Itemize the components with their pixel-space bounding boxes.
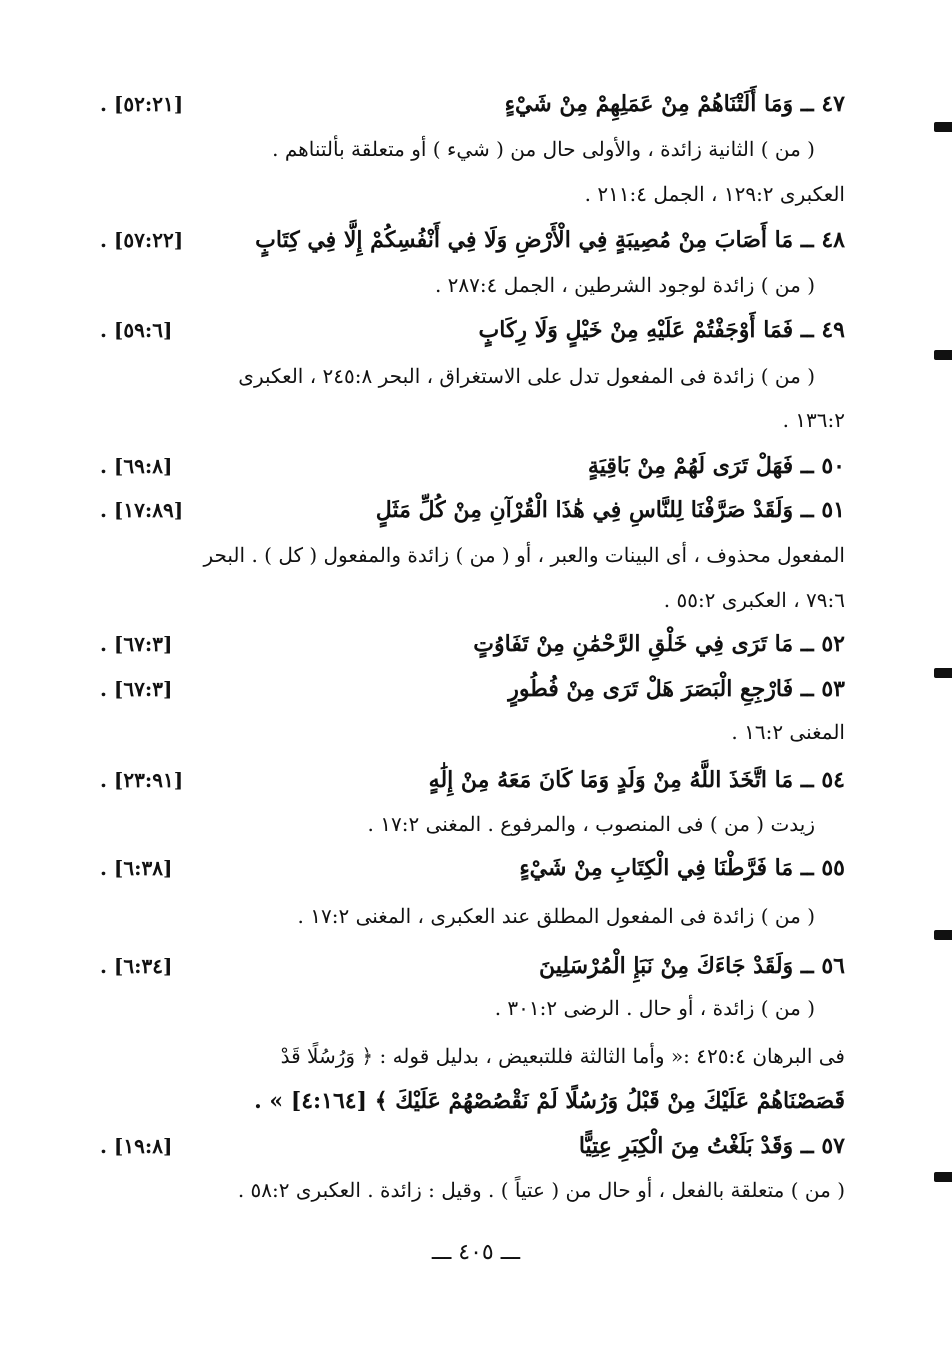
note-text: قَصَصْنَاهُمْ عَلَيْكَ مِنْ قَبْلُ وَرُسُلًا لَمْ نَقْصُصْهُمْ عَلَيْكَ ﴾ [٤:١٦٤] » .: [254, 1088, 845, 1114]
verse-text: ٥٣ ــ فَارْجِعِ الْبَصَرَ هَلْ تَرَى مِنْ فُطُورٍ: [508, 676, 845, 702]
verse-53: [100, 671, 845, 707]
verse-reference: [٦٧:٣] .: [100, 677, 173, 701]
note-line: [100, 267, 845, 303]
note-line: [100, 176, 845, 212]
verse-reference: [٥٩:٦] .: [100, 318, 173, 342]
verse-reference: [٦:٣٨] .: [100, 856, 173, 880]
note-line: [100, 990, 845, 1026]
verse-reference: [١٩:٨] .: [100, 1134, 173, 1158]
verse-reference: [٥٧:٢٢] .: [100, 228, 184, 252]
verse-text: ٥٢ ــ مَا تَرَى فِي خَلْقِ الرَّحْمَٰنِ مِنْ تَفَاوُتٍ: [473, 631, 845, 657]
verse-text: ٥٤ ــ مَا اتَّخَذَ اللَّهُ مِنْ وَلَدٍ وَمَا كَانَ مَعَهُ مِنْ إِلَٰهٍ: [428, 767, 845, 793]
note-text: ٧٩:٦ ، العكبرى ٥٥:٢ .: [663, 588, 845, 612]
note-text: ( من ) زائدة فى المفعول المطلق عند العكبرى ، المغنى ١٧:٢ .: [297, 904, 815, 928]
verse-57: [100, 1128, 845, 1164]
note-line: [100, 131, 845, 167]
verse-49: [100, 312, 845, 348]
page-edge-mark: [934, 930, 952, 940]
note-line: [100, 358, 845, 394]
verse-text: ٥٠ ــ فَهَلْ تَرَى لَهُمْ مِنْ بَاقِيَةٍ: [587, 453, 845, 479]
verse-text: ٥٥ ــ مَا فَرَّطْنَا فِي الْكِتَابِ مِنْ شَيْءٍ: [519, 855, 845, 881]
page-edge-mark: [934, 122, 952, 132]
verse-51: [100, 492, 845, 528]
verse-reference: [٢٣:٩١] .: [100, 768, 184, 792]
quran-quote-line: [100, 1083, 845, 1119]
verse-text: ٥٧ ــ وَقَدْ بَلَغْتُ مِنَ الْكِبَرِ عِتِيًّا: [578, 1133, 845, 1159]
note-text: العكبرى ١٢٩:٢ ، الجمل ٢١١:٤ .: [584, 182, 845, 206]
note-text: المفعول محذوف ، أى البينات والعبر ، أو ( من ) زائدة والمفعول ( كل ) . البحر: [203, 543, 845, 567]
note-text: ( من ) متعلقة بالفعل ، أو حال من ( عتياً ) . وقيل : زائدة . العكبرى ٥٨:٢ .: [237, 1178, 845, 1202]
note-line: [100, 537, 845, 573]
note-line: [100, 1172, 845, 1208]
note-text: المغنى ١٦:٢ .: [731, 720, 845, 744]
note-text: فى البرهان ٤٢٥:٤ :« وأما الثالثة فللتبعيض ، بدليل قوله : ﴿ وَرُسُلًا قَدْ: [280, 1044, 845, 1068]
verse-54: [100, 762, 845, 798]
note-text: ( من ) زائدة ، أو حال . الرضى ٣٠١:٢ .: [494, 996, 815, 1020]
note-line: [100, 898, 845, 934]
note-line: [100, 1038, 845, 1074]
verse-reference: [٦:٣٤] .: [100, 954, 173, 978]
verse-55: [100, 850, 845, 886]
verse-56: [100, 948, 845, 984]
note-line: [100, 582, 845, 618]
page-edge-mark: [934, 668, 952, 678]
note-text: زيدت ( من ) فى المنصوب ، والمرفوع . المغنى ١٧:٢ .: [367, 812, 815, 836]
note-text: ( من ) الثانية زائدة ، والأولى حال من ( شيء ) أو متعلقة بألتناهم .: [272, 137, 815, 161]
note-text: ( من ) زائدة فى المفعول تدل على الاستغراق ، البحر ٢٤٥:٨ ، العكبرى: [238, 364, 815, 388]
verse-reference: [٦٧:٣] .: [100, 632, 173, 656]
verse-reference: [١٧:٨٩] .: [100, 498, 184, 522]
verse-52: [100, 626, 845, 662]
verse-reference: [٥٢:٢١] .: [100, 92, 184, 116]
page-edge-mark: [934, 350, 952, 360]
page-number: ـــ ٤٠٥ ـــ: [431, 1240, 521, 1265]
note-line: [100, 806, 845, 842]
note-text: ( من ) زائدة لوجود الشرطين ، الجمل ٢٨٧:٤ .: [434, 273, 815, 297]
verse-text: ٥٦ ــ وَلَقَدْ جَاءَكَ مِنْ نَبَإِ الْمُرْسَلِينَ: [538, 953, 845, 979]
page-edge-mark: [934, 1172, 952, 1182]
note-line: [100, 402, 845, 438]
verse-text: ٤٩ ــ فَمَا أَوْجَفْتُمْ عَلَيْهِ مِنْ خَيْلٍ وَلَا رِكَابٍ: [478, 317, 845, 343]
verse-reference: [٦٩:٨] .: [100, 454, 173, 478]
verse-text: ٤٨ ــ مَا أَصَابَ مِنْ مُصِيبَةٍ فِي الْأَرْضِ وَلَا فِي أَنْفُسِكُمْ إِلَّا فِي كِتَابٍ: [255, 227, 845, 253]
note-line: [100, 714, 845, 750]
note-text: ١٣٦:٢ .: [782, 408, 845, 432]
verse-50: [100, 448, 845, 484]
verse-48: [100, 222, 845, 258]
verse-text: ٤٧ ــ وَمَا أَلَتْنَاهُمْ مِنْ عَمَلِهِمْ مِنْ شَيْءٍ: [504, 91, 845, 117]
verse-47: [100, 86, 845, 122]
verse-text: ٥١ ــ وَلَقَدْ صَرَّفْنَا لِلنَّاسِ فِي هَٰذَا الْقُرْآنِ مِنْ كُلِّ مَثَلٍ: [375, 497, 845, 523]
